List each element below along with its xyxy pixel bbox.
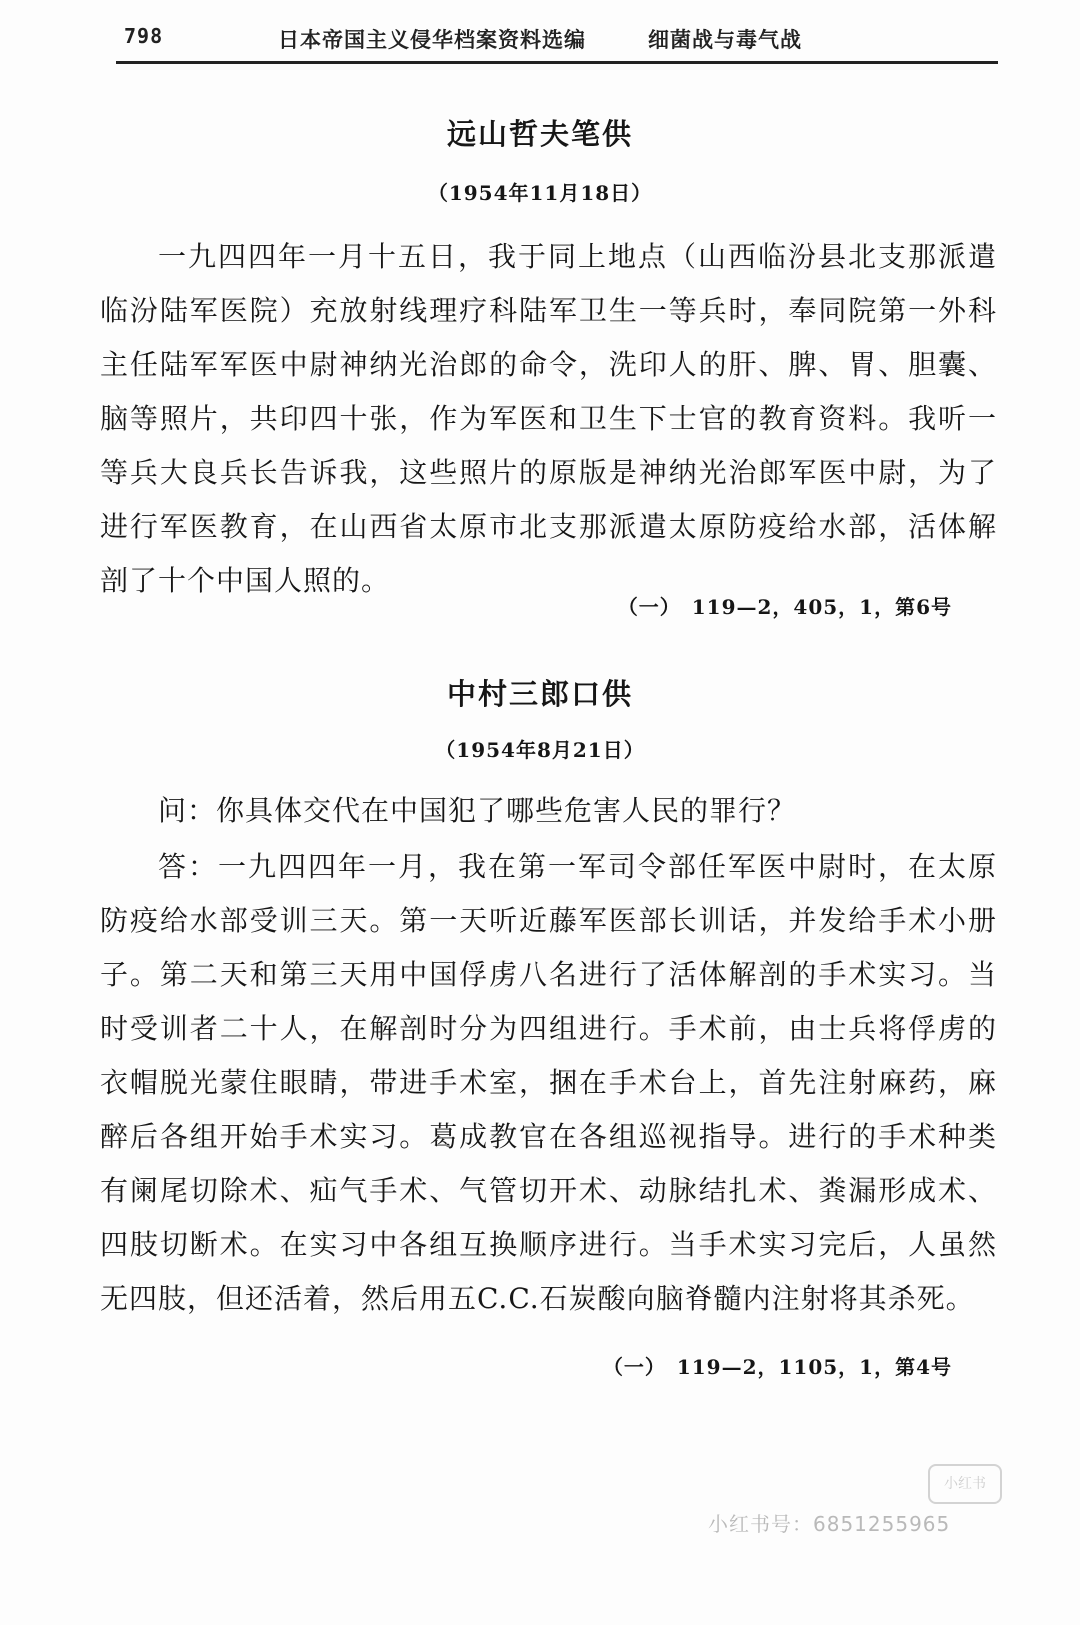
paragraph: 问：你具体交代在中国犯了哪些危害人民的罪行？ [158,794,797,827]
paragraph: 一九四四年一月十五日，我于同上地点（山西临汾县北支那派遣临汾陆军医院）充放射线理疗科陆军卫生一等兵时，奉同院第一外科主任陆军军医中尉神纳光治郎的命令，洗印人的肝、脾、胃、胆囊、脑等照片，共印四十张，作为军医和卫生下士官的教育资料。我听一等兵大良兵长告诉我，这些照片的原版是神纳光治郎军医中尉，为了进行军医教育，在山西省太原市北支那派遣太原防疫给水部，活体解剖了十个中国人照的。 [100,240,997,597]
doc-date-1: （1954年11月18日） [427,181,653,205]
doc-title-1: 远山哲夫笔供 [446,117,633,151]
page-number: 798 [124,24,164,48]
watermark-logo: 小红书 [928,1464,1002,1504]
running-header [118,18,994,56]
header-rule [116,61,998,64]
archive-reference-1: （一） 119—2，405，1，第6号 [617,595,952,619]
book-title: 日本帝国主义侵华档案资料选编 [278,27,586,52]
section-title: 细菌战与毒气战 [648,27,802,52]
doc-title-2: 中村三郎口供 [446,677,633,711]
archive-reference-2: （一） 119—2，1105，1，第4号 [602,1355,952,1379]
watermark-text: 小红书号：6851255965 [708,1512,951,1536]
doc-date-2: （1954年8月21日） [435,738,645,762]
paragraph: 答：一九四四年一月，我在第一军司令部任军医中尉时，在太原防疫给水部受训三天。第一天听近藤军医部长训话，并发给手术小册子。第二天和第三天用中国俘虏八名进行了活体解剖的手术实习。当时受训者二十人，在解剖时分为四组进行。手术前，由士兵将俘虏的衣帽脱光蒙住眼睛，带进手术室，捆在手术台上，首先注射麻药，麻醉后各组开始手术实习。葛成教官在各组巡视指导。进行的手术种类有阑尾切除术、疝气手术、气管切开术、动脉结扎术、粪漏形成术、四肢切断术。在实习中各组互换顺序进行。当手术实习完后，人虽然无四肢，但还活着，然后用五C.C.石炭酸向脑脊髓内注射将其杀死。 [100,850,997,1315]
